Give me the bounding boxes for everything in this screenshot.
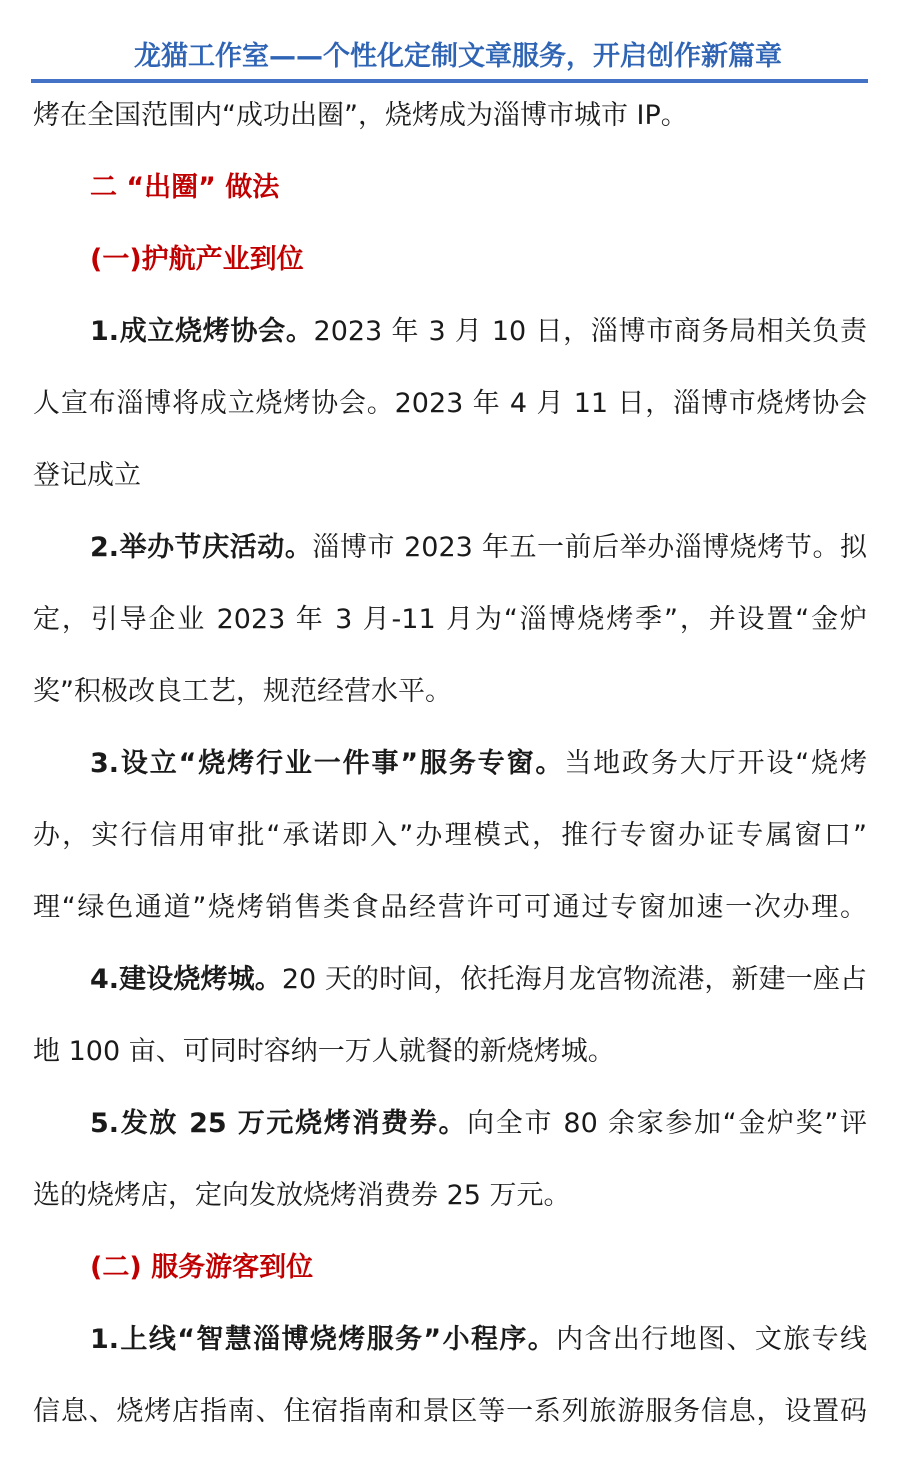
subsection-heading: (二) 服务游客到位 — [90, 1252, 314, 1283]
paragraph-line — [33, 520, 867, 592]
paragraph-line — [33, 952, 867, 1024]
item-title: 1.上线“智慧淄博烧烤服务”小程序。 — [90, 1324, 557, 1355]
item-text: 2023 年 3 月 10 日，淄博市商务局相关负责 — [313, 316, 867, 347]
item-title: 3.设立“烧烤行业一件事”服务专窗。 — [90, 748, 565, 779]
document-body — [33, 88, 867, 1456]
item-title: 5.发放 25 万元烧烤消费券。 — [90, 1108, 468, 1139]
header-divider — [31, 79, 868, 83]
paragraph-line: 定，引导企业 2023 年 3 月-11 月为“淄博烧烤季”，并设置“金炉 — [33, 604, 867, 635]
item-title: 4.建设烧烤城。 — [90, 964, 282, 995]
intro-paragraph-line: 烤在全国范围内“成功出圈”，烧烤成为淄博市城市 IP。 — [33, 100, 688, 131]
item-title: 1.成立烧烤协会。 — [90, 316, 314, 347]
paragraph-line: 登记成立 — [33, 460, 141, 491]
paragraph-line: 信息、烧烤店指南、住宿指南和景区等一系列旅游服务信息，设置码 — [33, 1396, 867, 1427]
item-text: 内含出行地图、文旅专线 — [556, 1324, 867, 1355]
item-text: 20 天的时间，依托海月龙宫物流港，新建一座占 — [281, 964, 867, 995]
paragraph-line — [33, 1312, 867, 1384]
item-text: 当地政务大厅开设“烧烤 — [564, 748, 867, 779]
paragraph-line — [33, 736, 867, 808]
paragraph-line — [33, 304, 867, 376]
paragraph-line: 办，实行信用审批“承诺即入”办理模式，推行专窗办证专属窗口” — [33, 820, 867, 851]
page-header-title: 龙猫工作室——个性化定制文章服务，开启创作新篇章 — [134, 41, 782, 72]
item-text: 淄博市 2023 年五一前后举办淄博烧烤节。拟 — [312, 532, 867, 563]
paragraph-line — [33, 1096, 867, 1168]
item-text: 向全市 80 余家参加“金炉奖”评 — [467, 1108, 867, 1139]
section-heading: 二 “出圈” 做法 — [90, 172, 280, 203]
paragraph-line: 人宣布淄博将成立烧烤协会。2023 年 4 月 11 日，淄博市烧烤协会 — [33, 388, 867, 419]
subsection-heading: (一)护航产业到位 — [90, 244, 304, 275]
paragraph-line: 地 100 亩、可同时容纳一万人就餐的新烧烤城。 — [33, 1036, 615, 1067]
item-title: 2.举办节庆活动。 — [90, 532, 313, 563]
paragraph-line: 理“绿色通道”烧烤销售类食品经营许可可通过专窗加速一次办理。 — [33, 892, 867, 923]
paragraph-line: 奖”积极改良工艺，规范经营水平。 — [33, 676, 452, 707]
paragraph-line: 选的烧烤店，定向发放烧烤消费券 25 万元。 — [33, 1180, 571, 1211]
